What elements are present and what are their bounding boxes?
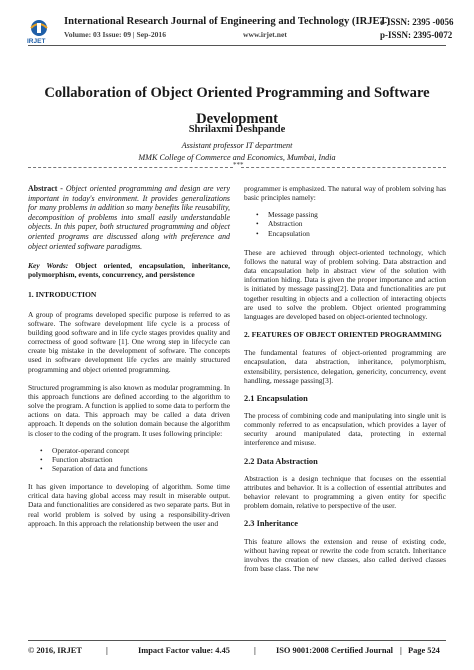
e-issn: e-ISSN: 2395 -0056: [380, 17, 454, 27]
bullet-icon: •: [256, 228, 259, 238]
oop-paragraph: These are achieved through object-oriented technology, which follows the natural way of problem solving. Data abstraction and data encapsulation help in abstract view of the solution with information hiding. Data is given the proper importance and action is initiated by message passing[2]. Data and functionalities are put together resulting in objects and a collection of interacting objects are used to solve the problem. Object oriented programming languages are developed based on object-oriented technology.: [244, 247, 446, 321]
p-issn: p-ISSN: 2395-0072: [380, 30, 453, 40]
keywords-label: Key Words:: [28, 261, 69, 271]
intro-paragraph-2: Structured programming is also known as modular programming. In this approach functions are defined according to the algorithm to solve the program. A function is applied to some data to perform the actions on data. This approach may be called a data driven approach. It depends on the solution domain because the algorithm is closer to the coding of the program. It uses following principle:: [28, 382, 230, 438]
intro-paragraph-3: It has given importance to developing of algorithm. Some time critical data having global access may result in miserable output. Data and functionalities are considered as two separate parts. But in real world problem is solved by using a responsibility-driven approach. In this approach the relationship between the user and: [28, 482, 230, 528]
abstract-label: Abstract -: [28, 184, 63, 193]
section-2-3-heading: 2.3 Inheritance: [244, 519, 298, 529]
section-2-paragraph: The fundamental features of object-oriented programming are encapsulation, data abstraction, inheritance, polymorphism, extensibility, persistence, delegation, genericity, concurrency, event handling, message passing[3].: [244, 348, 446, 385]
title-line-1: Collaboration of Object Oriented Programming and Software: [44, 85, 430, 101]
section-2-2-heading: 2.2 Data Abstraction: [244, 456, 318, 466]
abstract: [28, 184, 230, 251]
bullet-icon: •: [40, 454, 43, 464]
section-2-2-paragraph: Abstraction is a design technique that focuses on the essential attributes and behavior. It is a collection of essential attributes and behavior relevant to programming a given entity for specific problem domain, relative to perspective of the user.: [244, 473, 446, 511]
continued-paragraph: programmer is emphasized. The natural way of problem solving has basic principles namely:: [244, 184, 446, 203]
bullet-icon: •: [40, 463, 43, 473]
affiliation-line-2: MMK College of Commerce and Economics, Mumbai, India: [138, 153, 336, 162]
separator-line-left: [28, 167, 233, 168]
keywords: [28, 261, 230, 279]
abstract-text: Object oriented programming and design are very important in today's environment. It provides generalizations for many problems in addition so many benefits like reusability, decomposition of problems into small easily understandable objects. In this paper, both structured programming and object oriented programs are discussed along with preference and object oriented software paradigms.: [28, 184, 230, 251]
section-2-3-paragraph: This feature allows the extension and reuse of existing code, without having repeat or rewrite the code from scratch. Inheritance involves the creation of new classes, also called derived classes from base class. The new: [244, 536, 446, 573]
list-item: • Operator-operand concept: [40, 445, 130, 455]
separator-stars: ***: [233, 161, 244, 169]
oop-principles-list: [244, 210, 446, 237]
affiliation-line-1: Assistant professor IT department: [181, 141, 293, 150]
author-name: Shrilaxmi Deshpande: [188, 124, 286, 135]
list-item: • Abstraction: [256, 219, 303, 229]
introduction-heading: 1. INTRODUCTION: [28, 290, 97, 300]
journal-website: www.irjet.net: [243, 30, 287, 39]
footer-separator: |: [400, 646, 402, 655]
journal-title: International Research Journal of Engineering and Technology (IRJET): [64, 16, 391, 27]
footer-impact-factor: Impact Factor value: 4.45: [138, 646, 230, 655]
journal-logo: [26, 18, 52, 46]
bullet-icon: •: [256, 219, 259, 229]
section-separator: [28, 163, 446, 171]
intro-paragraph-1: A group of programs developed specific purpose is referred to as software. The software development life cycle is a process of building good software and in life cycle stages provides quality and correctness of good software [1]. One wrong step in lifecycle can create big mistake in the development of software. The concepts used in software development life cycles are mainly structured programming and object oriented programming.: [28, 309, 230, 374]
list-item: • Message passing: [256, 210, 318, 220]
keywords-text: Object oriented, encapsulation, inheritance, polymorphism, events, concurrency, and persistence: [28, 261, 230, 280]
principles-list: [28, 446, 230, 473]
list-item: • Separation of data and functions: [40, 463, 148, 473]
section-2-heading: 2. FEATURES OF OBJECT ORIENTED PROGRAMMING: [244, 330, 442, 340]
footer-page-number: Page 524: [408, 646, 440, 655]
separator-line-right: [241, 167, 446, 168]
footer-copyright: © 2016, IRJET: [28, 646, 82, 655]
list-item: • Encapsulation: [256, 228, 310, 238]
footer-separator: |: [106, 646, 108, 655]
logo-text: IRJET: [27, 38, 46, 45]
section-2-1-heading: 2.1 Encapsulation: [244, 393, 308, 403]
header-rule: [28, 45, 446, 46]
title-line-2: Development: [196, 111, 278, 127]
footer-separator: |: [254, 646, 256, 655]
bullet-icon: •: [40, 445, 43, 455]
footer-rule: [28, 640, 446, 641]
bullet-icon: •: [256, 210, 259, 220]
right-column: [244, 184, 446, 573]
left-column: [28, 184, 230, 528]
list-item: • Function abstraction: [40, 454, 113, 464]
footer-iso: ISO 9001:2008 Certified Journal: [276, 646, 394, 655]
volume-issue: Volume: 03 Issue: 09 | Sep-2016: [64, 30, 167, 39]
section-2-1-paragraph: The process of combining code and manipulating into single unit is commonly referred to as encapsulation, which provides a layer of security around manipulated data, protecting in external interference and misuse.: [244, 410, 446, 448]
